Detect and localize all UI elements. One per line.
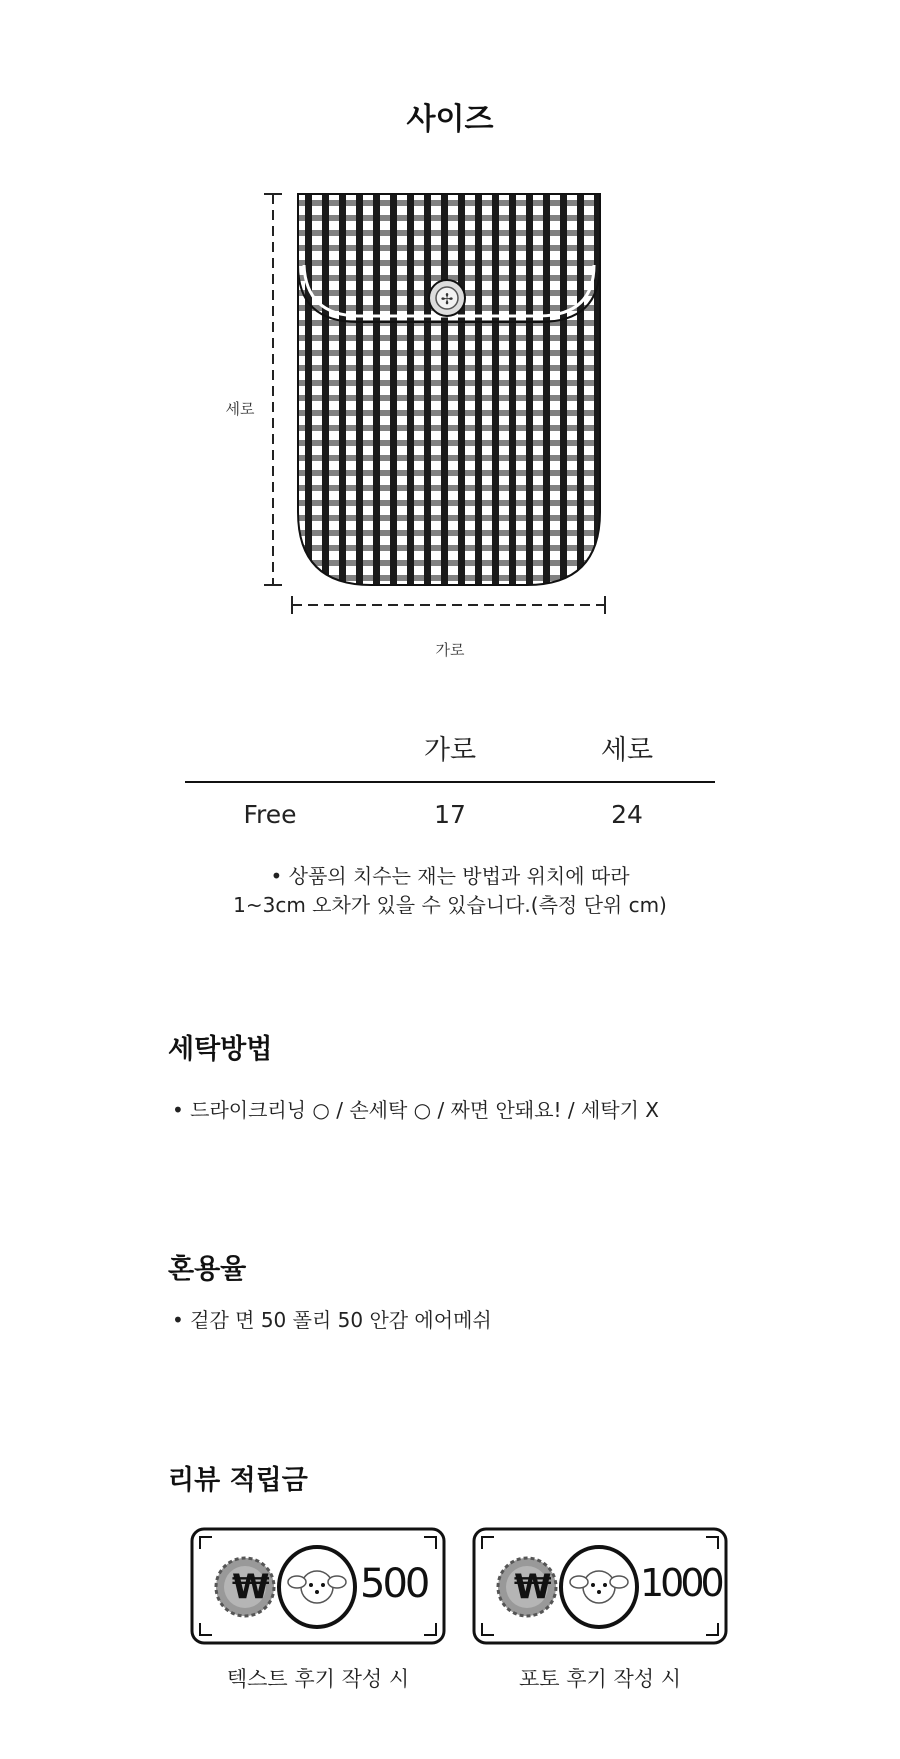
header-width: 가로	[423, 735, 477, 766]
size-title: 사이즈	[406, 102, 494, 137]
blend-text: • 겉감 면 50 폴리 50 안감 에어메쉬	[172, 1308, 492, 1332]
note-line-1: • 상품의 치수는 재는 방법과 위치에 따라	[270, 864, 630, 888]
coupon-caption-photo-review: 포토 후기 작성 시	[518, 1667, 682, 1691]
header-height: 세로	[600, 735, 654, 766]
wash-title: 세탁방법	[168, 1034, 273, 1065]
row-height-value: 24	[611, 800, 643, 829]
coupon-500	[190, 1527, 446, 1645]
coupon-1000	[472, 1527, 728, 1645]
dog-face-icon	[279, 1547, 355, 1627]
measurement-note	[0, 862, 900, 920]
wash-text: • 드라이크리닝 ○ / 손세탁 ○ / 짜면 안돼요! / 세탁기 X	[172, 1098, 660, 1122]
won-symbol: ₩	[514, 1567, 552, 1607]
row-width-value: 17	[434, 800, 466, 829]
won-symbol: ₩	[232, 1567, 270, 1607]
vertical-dimension-label: 세로	[225, 400, 255, 418]
svg-text:✢: ✢	[440, 290, 454, 308]
snap-button	[429, 280, 465, 316]
horizontal-dimension-label: 가로	[435, 641, 465, 659]
coupon-amount: 1000	[640, 1561, 721, 1605]
vertical-dimension-line	[264, 194, 282, 585]
row-label: Free	[243, 800, 297, 829]
dog-face-icon	[561, 1547, 637, 1627]
review-title: 리뷰 적립금	[168, 1465, 308, 1496]
note-line-2: 1~3cm 오차가 있을 수 있습니다.(측정 단위 cm)	[233, 893, 667, 917]
horizontal-dimension-line	[292, 596, 605, 614]
coupon-caption-text-review: 텍스트 후기 작성 시	[226, 1667, 410, 1691]
pouch-diagram	[220, 185, 650, 645]
coupon-amount: 500	[360, 1561, 428, 1607]
blend-title: 혼용율	[168, 1254, 247, 1285]
table-rule	[185, 781, 715, 783]
